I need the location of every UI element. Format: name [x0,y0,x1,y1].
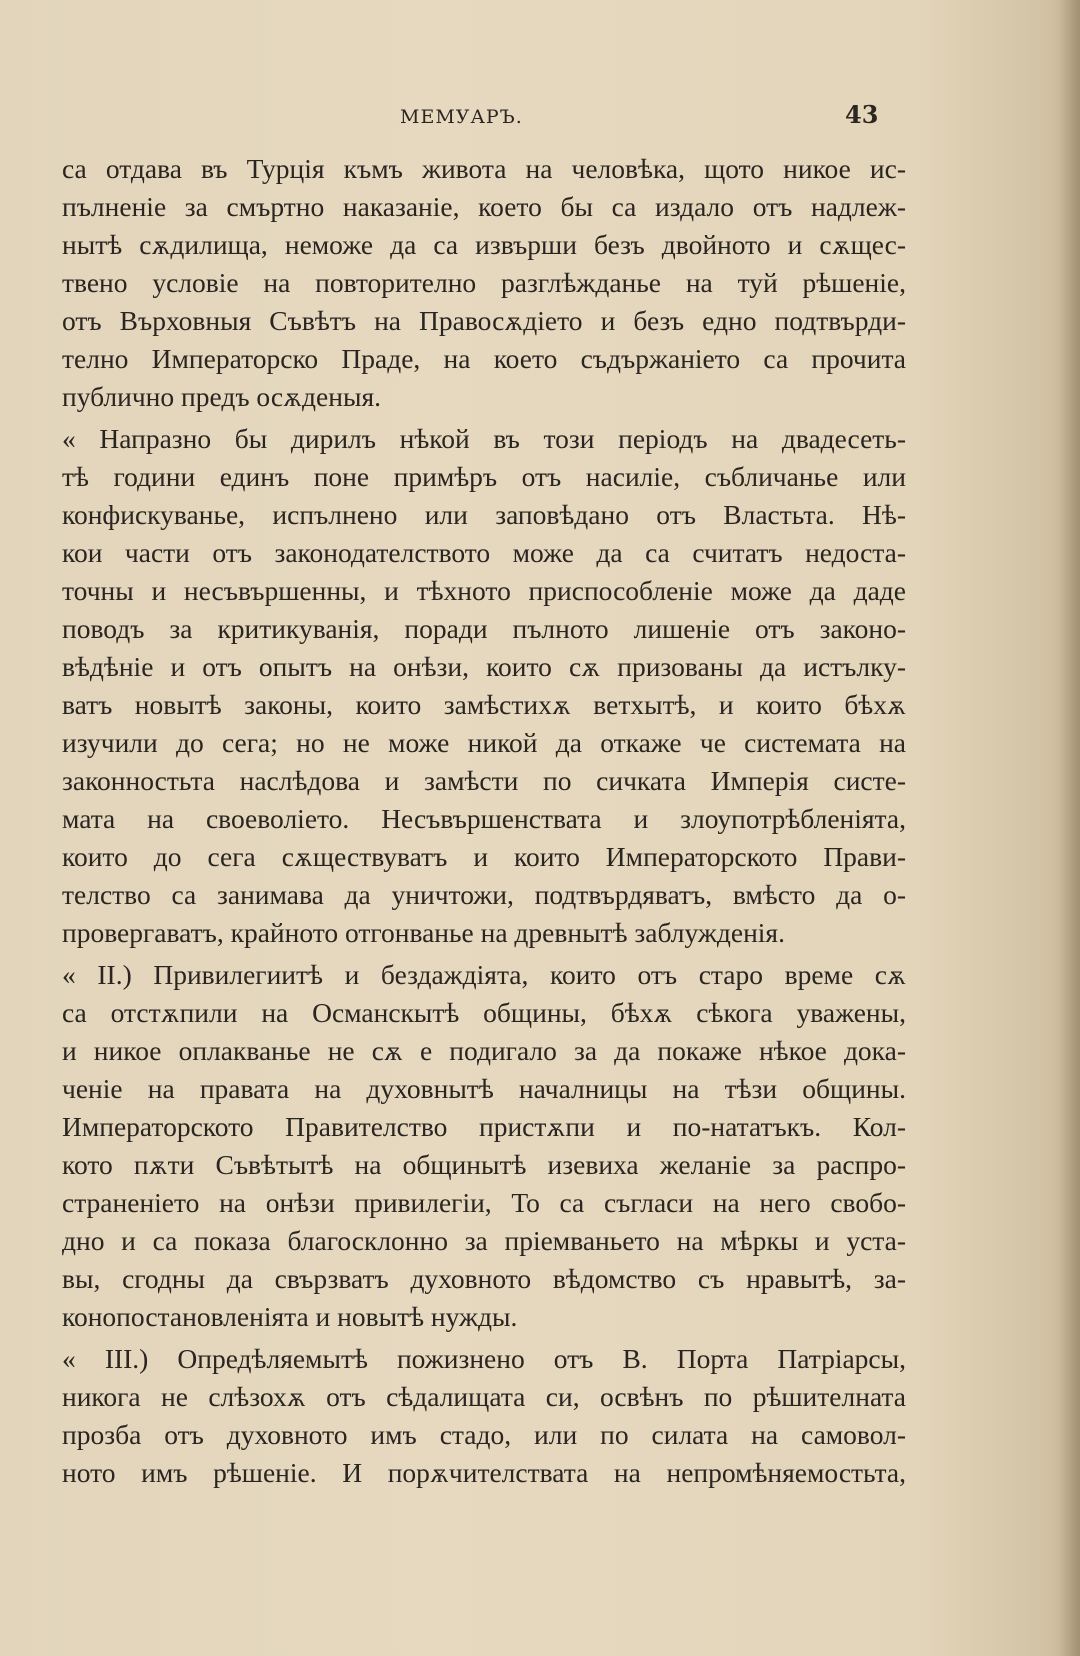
running-head [60,100,900,140]
text-line: са отдава въ Турція къмъ живота на человѣка, щото никое ис- [62,153,906,184]
text-line: ченіе на правата на духовнытѣ началницы на тѣзи общины. [62,1073,906,1104]
text-line: тѣ години единъ поне примѣръ отъ насиліе, събличанье или [62,461,906,492]
text-line: « III.) Опредѣляемытѣ пожизнено отъ В. Порта Патріарсы, [62,1343,906,1374]
page-edge-shadow [1058,0,1080,1656]
page-number: 43 [845,100,879,129]
text-line: кото пѫти Съвѣтытѣ на общинытѣ изевиха желаніе за распро- [62,1149,906,1180]
text-line: дно и са показа благосклонно за пріемваньето на мѣркы и уста- [62,1225,906,1256]
text-line: твено условіе на повторително разглѣжданье на туй рѣшеніе, [62,267,906,298]
text-line: нытѣ сѫдилища, неможе да са извърши безъ двойното и сѫщес- [62,229,906,260]
text-line: публично предъ осѫденыя. [62,381,381,412]
text-line: Императорското Правителство пристѫпи и по-нататъкъ. Кол- [62,1111,906,1142]
text-line: прозба отъ духовното имъ стадо, или по силата на самовол- [62,1419,906,1450]
running-title: МЕМУАРЪ. [400,106,523,128]
text-line: законностьта наслѣдова и замѣсти по сичката Имперія систе- [62,765,906,796]
text-line: конопостановленіята и новытѣ нужды. [62,1301,518,1332]
text-line: вы, сгодны да свързватъ духовното вѣдомство съ нравытѣ, за- [62,1263,906,1294]
text-line: вѣдѣніе и отъ опытъ на онѣзи, които сѫ призованы да истълку- [62,651,906,682]
text-line: и никое оплакванье не сѫ е подигало за да покаже нѣкое дока- [62,1035,906,1066]
text-line: провергаватъ, крайното отгонванье на древнытѣ заблужденія. [62,917,785,948]
text-line: изучили до сега; но не може никой да откаже че системата на [62,727,906,758]
text-line: които до сега сѫществуватъ и които Императорското Прави- [62,841,906,872]
text-line: « II.) Привилегиитѣ и бездаждіята, които отъ старо време сѫ [62,959,906,990]
text-line: са отстѫпили на Османскытѣ общины, бѣхѫ сѣкога уважены, [62,997,906,1028]
text-line: ватъ новытѣ законы, които замѣстихѫ ветхытѣ, и които бѣхѫ [62,689,906,720]
text-line: телно Императорско Праде, на което съдържаніето са прочита [62,343,906,374]
text-line: точны и несъвършенны, и тѣхното приспособленіе може да даде [62,575,906,606]
text-line: « Напразно бы дирилъ нѣкой въ този періодъ на двадесеть- [62,423,906,454]
paragraph-2 [62,420,906,952]
body-text [62,150,906,1496]
text-line: никога не слѣзохѫ отъ сѣдалищата си, освѣнъ по рѣшителната [62,1381,906,1412]
paragraph-4 [62,1340,906,1492]
text-line: страненіето на онѣзи привилегіи, То са съгласи на него свобо- [62,1187,906,1218]
text-line: мата на своеволіето. Несъвършенствата и злоупотрѣбленіята, [62,803,906,834]
paragraph-3 [62,956,906,1336]
text-line: конфискуванье, испълнено или заповѣдано отъ Властьта. Нѣ- [62,499,906,530]
text-line: пълненіе за смъртно наказаніе, което бы са издало отъ надлеж- [62,191,906,222]
text-line: ното имъ рѣшеніе. И порѫчителствата на непромѣняемостьта, [62,1457,906,1488]
text-line: кои части отъ законодателството може да са считатъ недоста- [62,537,906,568]
text-line: поводъ за критикуванія, поради пълното лишеніе отъ законо- [62,613,906,644]
paragraph-1 [62,150,906,416]
text-line: отъ Върховныя Съвѣтъ на Правосѫдіето и безъ едно подтвърди- [62,305,906,336]
text-line: телство са занимава да уничтожи, подтвърдяватъ, вмѣсто да о- [62,879,906,910]
